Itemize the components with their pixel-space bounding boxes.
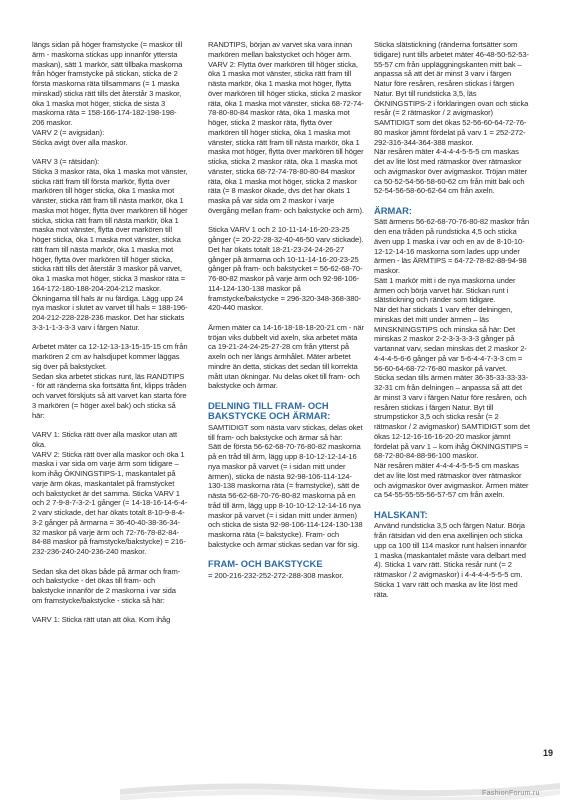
text-column-2 — [208, 40, 364, 581]
paragraph: Använd rundsticka 3,5 och färgen Natur. Börja från rätsidan vid den ena axellinjen och sticka upp ca 100 till 114 maskor runt halsen innanför 1 maska (maskantalet måste vara delbart med 4). Sticka 1 varv rätt. Sticka resår runt (= 2 rätmaskor / 2 avigmaskor) i 4-4-4-4-5-5-5 cm. Sticka 1 varv rätt och maska av lite löst med räta. — [374, 521, 527, 599]
paragraph: VARV 1: Sticka rätt över alla maskor utan att öka. VARV 2: Sticka rätt över alla maskor och öka 1 maska i var sida om varje ärm som tidigare – kom ihåg ÖKNINGSTIPS-1, maskantalet på varje ärm ökas, maskantalet på framstycket och bakstycket är det samma. Sticka VARV 1 och 2 7-9-8-7-3-2-1 gånger (= 14-18-16-14-6-4-2 varv stickade, det har ökats totalt 8-10-9-8-4-3-2 gånger på ärmarna = 36-40-40-38-36-34-32 maskor på varje ärm och 72-76-78-82-84-84-88 maskor på framstycke/bakstycke) = 216-232-236-240-240-236-240 maskor. — [32, 430, 188, 556]
page-number: 19 — [543, 748, 554, 758]
paragraph: RANDTIPS, början av varvet ska vara innan markören mellan bakstycket och höger ärm. VARV 2: Flytta över markören till höger sticka, öka 1 maska mot vänster, sticka rätt fram till nästa markör, öka 1 maska mot höger, flytta över markören till höger sticka, sticka 2 maskor räta, öka 1 maska mot vänster, sticka 68-72-74-78-80-80-84 maskor räta, öka 1 maska mot höger, sticka 2 maskor räta, flytta över markören till höger sticka, öka 1 maska mot vänster, sticka rätt fram till nästa markör, öka 1 maska mot höger, flytta över markören till höger sticka, sticka 2 maskor räta, öka 1 maska mot vänster, sticka 68-72-74-78-80-80-84 maskor räta, öka 1 maska mot höger, sticka 2 maskor räta (= 8 maskor ökade, dvs det har ökats 1 maska på var sida om 2 maskor i varje övergång mellan fram- och bakstycke och ärm). — [208, 40, 364, 215]
section-heading-neckband: HALSKANT: — [374, 508, 428, 520]
paragraph: Ärmen mäter ca 14-16-18-18-18-20-21 cm - när tröjan viks dubbelt vid axeln, ska arbetet mäta ca 19-21-24-24-25-27-28 cm från ytterst på axeln och ner längs ärmhålet. Mäter arbetet mindre än detta, stickas det sedan till korrekta mått utan ökningar. Nu delas oket till fram- och bakstycke och ärmar. — [208, 322, 364, 391]
paragraph: = 200-216-232-252-272-288-308 maskor. — [208, 571, 344, 581]
paragraph: Sedan ska det ökas både på ärmar och fram- och bakstycke - det ökas till fram- och bakstycke innanför de 2 maskorna i var sida om framstycke/bakstycke - sticka så här: — [32, 566, 181, 605]
paragraph: SAMTIDIGT som nästa varv stickas, delas oket till fram- och bakstycke och ärmar så här: Sätt de första 56-62-68-70-76-80-82 maskorna på en tråd till ärm, lägg upp 8-10-12-12-14-16 nya maskor på varvet (= i sidan mitt under ärmen), sticka de nästa 92-98-106-114-124-130-138 maskorna räta (= framstycke), sätt de nästa 56-62-68-70-76-80-82 maskorna på en tråd till ärm, lägg upp 8-10-10-12-12-14-16 nya maskor på varvet (= i sidan mitt under ärmen) och sticka de sista 92-98-106-114-124-130-138 maskorna räta (= bakstycke). Fram- och bakstycke och ärmar stickas sedan var för sig. — [208, 422, 363, 549]
section-heading-division: DELNING TILL FRAM- OCH BAKSTYCKE OCH ÄRMAR: — [208, 399, 331, 422]
paragraph: Sätt ärmens 56-62-68-70-76-80-82 maskor från den ena tråden på rundsticka 4,5 och sticka även upp 1 maska i var och en av de 8-10-10-12-12-14-16 maskorna som lades upp under ärmen - läs ÄRMTIPS = 64-72-78-82-88-94-98 maskor. Sätt 1 markör mitt i de nya maskorna under ärmen och börja varvet här. Stickan runt i slätstickning och ränder som tidigare. När det har stickats 1 varv efter delningen, minskas det mitt under ärmen – läs MINSKNINGSTIPS och minska så här: Det minskas 2 maskor 2-2-3-3-3-3-3 gånger på vartannat varv, sedan minskas det 2 maskor 2-4-4-4-5-6-6 gånger på var 5-6-4-4-7-3-3 cm = 56-60-64-68-72-76-80 maskor på varvet. Sticka sedan tills ärmen mäter 36-35-33-33-33-32-31 cm från delningen – anpassa så att det är minst 3 varv i färgen Natur före resåren, och resåren stickas i färgen Natur. Byt till strumpstickor 3,5 och sticka resår (= 2 rätmaskor / 2 avigmaskor) SAMTIDIGT som det ökas 12-12-16-16-16-20-20 maskor jämnt fördelat på varv 1 – kom ihåg ÖKNINGSTIPS = 68-72-80-84-88-96-100 maskor. När resåren mäter 4-4-4-4-5-5-5 cm maskas det av lite löst med rätmaskor över rätmaskor och avigmaskor över avigmaskor. Ärmen mäter ca 54-55-55-55-56-57-57 cm från axeln. — [374, 217, 530, 500]
text-column-1 — [32, 40, 188, 625]
paragraph: längs sidan på höger framstycke (= maskor till ärm - maskorna stickas upp innanför yttersta maskan), sätt 1 markör, sätt tillbaka maskorna från höger framstycke på stickan, sticka de 2 första maskorna räta tillsammans (= 1 maska minskad) sticka rätt tills det återstår 3 maskor, öka 1 maska mot höger, sticka de sista 3 maskorna räta = 158-166-174-182-198-198-206 maskor. VARV 2 (= avigsidan): Sticka avigt över alla maskor. — [32, 40, 183, 147]
paragraph: Arbetet mäter ca 12-12-13-13-15-15-15 cm från markören 2 cm av halsdjupet kommer läggas sig över på bakstycket. Sedan ska arbetet stickas runt, läs RANDTIPS - för att ränderna ska fortsätta fint, klipps tråden och varvet förskjuts så att varvet kan starta före 3 markören (= höger axel bak) och sticka så här: — [32, 342, 188, 420]
section-heading-sleeves: ÄRMAR: — [374, 204, 413, 216]
paragraph: Sticka VARV 1 och 2 10-11-14-16-20-23-25 gånger (= 20-22-28-32-40-46-50 varv stickade). Det har ökats totalt 18-21-23-24-24-26-27 gånger på ärmarna och 10-11-14-16-20-23-25 gånger på fram- och bakstycket = 56-62-68-70-76-80-82 maskor på varje ärm och 92-98-106-114-124-130-138 maskor på framstycke/bakstycke = 296-320-348-368-380-420-440 maskor. — [208, 225, 364, 313]
text-column-3 — [374, 40, 530, 599]
paragraph: Sticka slätstickning (ränderna fortsätter som tidigare) runt tills arbetet mäter 46-48-50-52-53-55-57 cm från uppläggningskanten mitt bak – anpassa så att det är minst 3 varv i färgen Natur före resåren, resåren stickas i färgen Natur. Byt till rundsticka 3,5, läs ÖKNINGSTIPS-2 i förklaringen ovan och sticka resår (= 2 rätmaskor / 2 avigmaskor) SAMTIDIGT som det ökas 52-56-60-64-72-76-80 maskor jämnt fördelat på varv 1 = 252-272-292-316-344-364-388 maskor. När resåren mäter 4-4-4-4-5-5-5 cm maskas det av lite löst med rätmaskor över rätmaskor och avigmaskor över avigmaskor. Tröjan mäter ca 50-52-54-56-58-60-62 cm från mitt bak och 52-54-56-58-60-62-64 cm från axeln. — [374, 40, 529, 196]
watermark-text: FashionForum.ru — [482, 788, 540, 797]
paragraph: VARV 1: Sticka rätt utan att öka. Kom ihåg — [32, 615, 171, 625]
section-heading-body: FRAM- OCH BAKSTYCKE — [208, 558, 323, 570]
paragraph: VARV 3 (= rätsidan): Sticka 3 maskor räta, öka 1 maska mot vänster, sticka rätt fram till första markör, flytta över markören till höger sticka, öka 1 maska mot vänster, sticka rätt fram till nästa markör, öka 1 maska mot höger, flytta över markören till höger sticka, sticka rätt fram till nästa markör, öka 1 maska mot vänster, flytta över markören till höger sticka, öka 1 maska mot vänster, sticka rätt fram till nästa markör, öka 1 maska mot höger, flytta över markören till höger sticka, sticka rätt tills det återstår 3 maskor på varvet, öka 1 maska mot höger, sticka 3 maskor räta = 164-172-180-188-204-204-212 maskor. Ökningarna till hals är nu färdiga. Lägg upp 24 nya maskor i slutet av varvet till hals = 188-196-204-212-228-228-236 maskor. Det har stickats 3-3-1-1-3-3-3 varv i färgen Natur. — [32, 157, 188, 332]
